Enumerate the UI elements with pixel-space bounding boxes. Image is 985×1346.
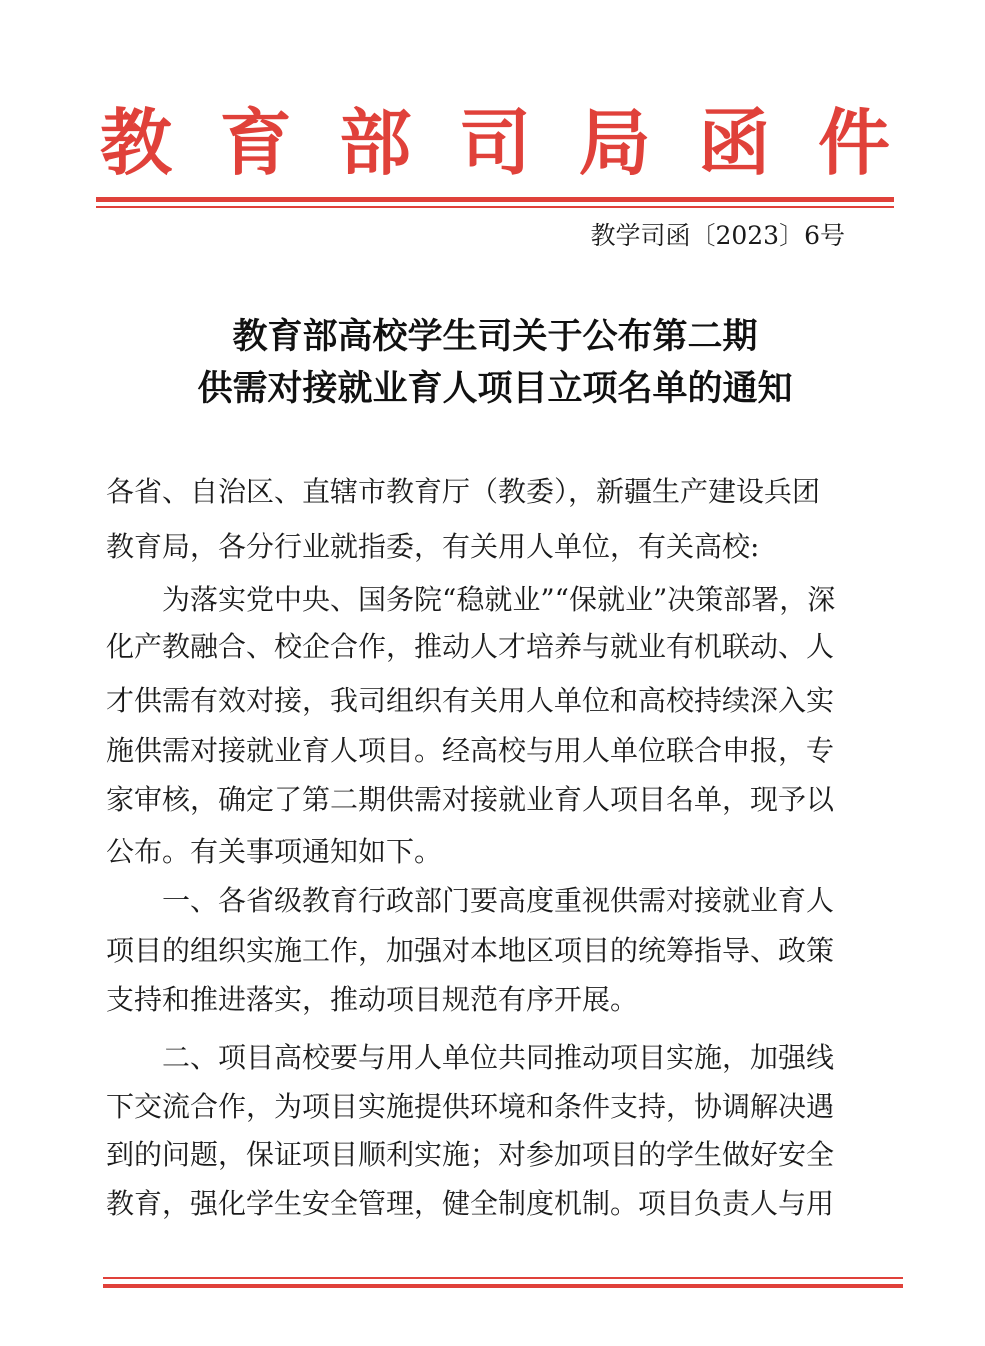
letterhead-char: 司 [458, 100, 531, 185]
body-line: 化产教融合、校企合作，推动人才培养与就业有机联动、人 [106, 630, 835, 663]
body-line: 各省、自治区、直辖市教育厅（教委），新疆生产建设兵团 [106, 475, 821, 508]
letterhead-char: 育 [219, 100, 292, 185]
body-line: 教育局，各分行业就指委，有关用人单位，有关高校: [106, 530, 760, 563]
letterhead-char: 函 [698, 100, 771, 185]
letterhead-char: 件 [817, 100, 890, 185]
footer-rule-thick [103, 1284, 903, 1288]
letterhead-rule-thick [96, 197, 894, 202]
letterhead-rule-thin [96, 206, 894, 208]
document-title-line-2: 供需对接就业育人项目立项名单的通知 [197, 368, 793, 409]
footer-rule-thin [103, 1277, 903, 1279]
body-line: 教育，强化学生安全管理，健全制度机制。项目负责人与用 [106, 1187, 835, 1220]
body-line: 家审核，确定了第二期供需对接就业育人项目名单，现予以 [106, 783, 835, 816]
body-line: 一、各省级教育行政部门要高度重视供需对接就业育人 [162, 884, 835, 917]
body-line: 支持和推进落实，推动项目规范有序开展。 [106, 983, 639, 1016]
body-line: 为落实党中央、国务院“稳就业”“保就业”决策部署，深 [162, 583, 836, 616]
body-line: 才供需有效对接，我司组织有关用人单位和高校持续深入实 [106, 684, 835, 717]
letterhead [100, 98, 890, 188]
body-line: 下交流合作，为项目实施提供环境和条件支持，协调解决遇 [106, 1090, 835, 1123]
body-line: 项目的组织实施工作，加强对本地区项目的统筹指导、政策 [106, 934, 835, 967]
letterhead-char: 教 [100, 100, 173, 185]
body-line: 施供需对接就业育人项目。经高校与用人单位联合申报，专 [106, 734, 835, 767]
body-line: 二、项目高校要与用人单位共同推动项目实施，加强线 [162, 1041, 835, 1074]
document-number: 教学司函〔2023〕6号 [590, 221, 845, 250]
document-title-line-1: 教育部高校学生司关于公布第二期 [232, 316, 758, 357]
letterhead-char: 局 [578, 100, 651, 185]
letterhead-char: 部 [339, 100, 412, 185]
body-line: 公布。有关事项通知如下。 [106, 835, 443, 868]
body-line: 到的问题，保证项目顺利实施；对参加项目的学生做好安全 [106, 1138, 835, 1171]
